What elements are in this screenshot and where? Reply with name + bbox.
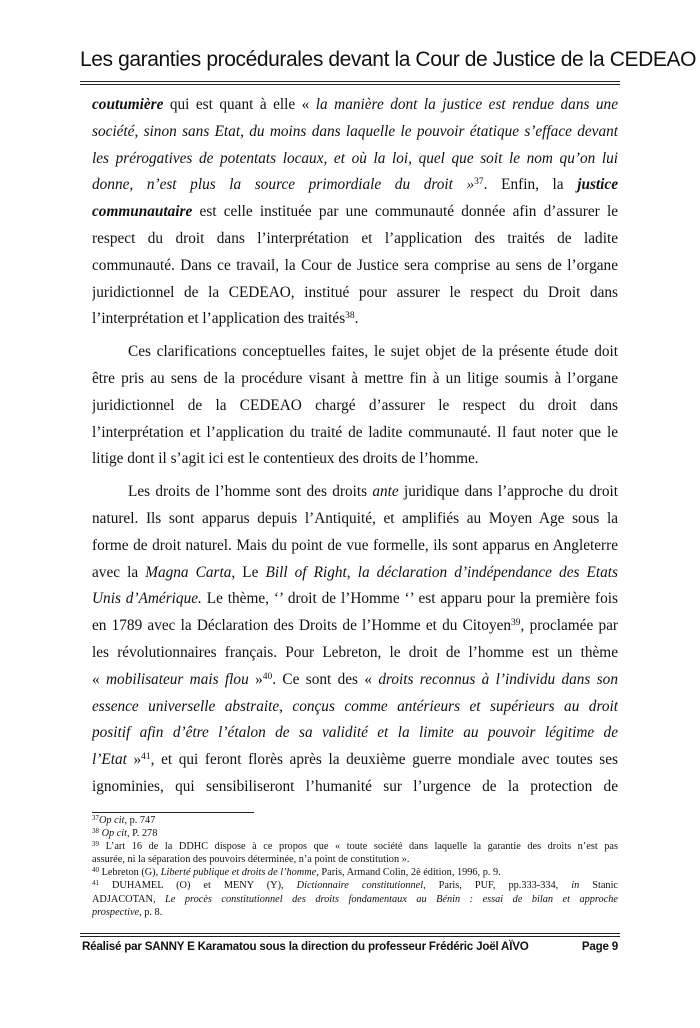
paragraph-line — [92, 586, 618, 613]
text-run: , Le — [231, 563, 266, 581]
paragraph-line — [92, 694, 618, 721]
text-run: ignominies, qui sensibiliseront l’humanité sur l’urgence de la protection de — [92, 777, 618, 795]
text-run: assurée, ni la séparation des pouvoirs déterminée, n’a point de constitution ». — [92, 854, 410, 866]
text-run: coutumière — [92, 96, 164, 113]
paragraph-line — [92, 420, 618, 447]
text-run: ante — [372, 483, 399, 501]
page-number: Page 9 — [581, 940, 618, 953]
paragraph-line — [92, 640, 618, 667]
footer-rule — [80, 933, 620, 937]
footnote-line — [92, 827, 618, 840]
text-run: , Paris, Armand Colin, 2è édition, 1996, p. 9. — [316, 867, 501, 879]
paragraph-line — [92, 393, 618, 420]
text-run: juridique dans l’approche du droit — [398, 483, 618, 501]
text-run: Le procès constitutionnel des droits fondamentaux au Bénin : essai de bilan et approche — [165, 893, 618, 905]
text-run: Unis d’Amérique. — [92, 590, 202, 608]
text-run: naturel. Ils sont apparus depuis l’Antiquité, et amplifiés au Moyen Age sous la — [92, 509, 618, 527]
paragraph-line — [92, 667, 618, 694]
paragraph-line — [92, 774, 618, 801]
text-run: positif afin d’être l’étalon de sa validité et la limite au pouvoir légitime de — [92, 724, 618, 742]
text-run: litige dont il s’agit ici est le contentieux des droits de l’homme. — [92, 450, 479, 468]
text-run: les révolutionnaires français. Pour Lebreton, le droit de l’homme est un thème — [92, 643, 618, 661]
footnote-ref: 37 — [474, 177, 484, 188]
text-run: , P. 278 — [127, 828, 158, 840]
paragraph-line — [92, 172, 618, 199]
text-run: est celle instituée par une communauté donnée afin d’assurer le — [192, 203, 618, 221]
footnote-line — [92, 906, 618, 919]
text-run: » — [248, 670, 263, 688]
text-run: Dictionnaire constitutionnel — [296, 880, 424, 892]
text-run: Magna Carta — [145, 563, 232, 581]
footnote-line — [92, 814, 618, 827]
paragraph-line — [92, 92, 618, 119]
text-run: , p. 8. — [139, 906, 163, 918]
text-run: mobilisateur mais flou — [106, 670, 249, 688]
footnote-ref: 38 — [345, 311, 355, 322]
text-run: les prérogatives de potentats locaux, et où la loi, quel que soit le nom qu’on lui — [92, 149, 618, 167]
text-run: essence universelle abstraite, conçus comme antérieurs et supérieurs au droit — [92, 697, 618, 715]
text-run: , p. 747 — [124, 815, 156, 826]
paragraph-line — [92, 720, 618, 747]
footnote-line — [92, 879, 618, 892]
text-run: , et qui feront florès après la deuxième guerre mondiale avec toutes ses — [150, 751, 618, 769]
footnote-ref: 40 — [262, 671, 273, 682]
paragraph-line — [92, 119, 618, 146]
paragraph-line — [92, 339, 618, 366]
text-run: l’interprétation et l’application des traités — [92, 310, 346, 328]
text-run: justice — [577, 176, 618, 194]
paragraph-line — [92, 506, 618, 533]
text-run: L’art 16 de la DDHC dispose à ce propos que « toute société dans laquelle la garantie des droits n’est pas — [99, 841, 618, 853]
text-run: société, sinon sans Etat, du moins dans laquelle le pouvoir étatique s’efface devant — [92, 122, 618, 140]
paragraph-line — [92, 479, 618, 506]
text-run: juridictionnel de la CEDEAO, institué pour assurer le respect du Droit dans — [92, 283, 618, 301]
footnote-separator — [92, 812, 254, 813]
text-run: . — [354, 310, 359, 328]
paragraph-line — [92, 366, 618, 393]
text-run: Ces clarifications conceptuelles faites, le sujet objet de la présente étude doit — [128, 343, 618, 361]
paragraph-line — [92, 613, 618, 640]
text-run: donne, n’est plus la source primordiale du droit » — [92, 176, 475, 194]
paragraph-line — [92, 253, 618, 280]
text-run: Les droits de l’homme sont des droits — [128, 483, 373, 501]
text-run: être pris au sens de la procédure visant à mettre fin à un litige soumis à l’organe — [92, 369, 618, 387]
paragraph-line — [92, 747, 618, 774]
text-run: Stanic — [579, 880, 618, 892]
paragraph-line — [92, 199, 618, 226]
text-run: Bill of Right, la déclaration d’indépendance des Etats — [265, 563, 618, 581]
text-run: DUHAMEL (O) et MENY (Y), — [99, 880, 297, 892]
footnote-ref: 38 — [92, 827, 99, 836]
footnote-line — [92, 866, 618, 879]
text-run: in — [571, 880, 580, 892]
text-run: communauté. Dans ce travail, la Cour de Justice sera comprise au sens de l’organe — [92, 256, 618, 274]
footnote-ref: 39 — [511, 618, 521, 629]
text-run: , proclamée par — [520, 617, 618, 635]
footnote-ref: 37 — [92, 814, 99, 822]
text-run: ADJACOTAN, — [92, 893, 166, 905]
header-rule — [80, 81, 620, 85]
footnote-line — [92, 893, 618, 906]
text-run: qui est quant à elle « — [163, 96, 316, 113]
paragraph-line — [92, 560, 618, 587]
text-run: avec la — [92, 563, 146, 581]
text-run: Op cit — [101, 828, 128, 840]
footnote-ref: 41 — [141, 752, 151, 763]
footnote-line — [92, 840, 618, 853]
text-run: Lebreton (G), — [99, 867, 161, 879]
text-run: Liberté publique et droits de l’homme — [160, 867, 317, 879]
text-run: forme de droit naturel. Mais du point de vue formelle, ils sont apparus en Angleterre — [92, 536, 618, 554]
paragraph-line — [92, 280, 618, 307]
text-run: droits reconnus à l’individu dans son — [378, 670, 618, 688]
text-run: la manière dont la justice est rendue dans une — [315, 96, 618, 113]
page-header-title: Les garanties procédurales devant la Cour de Justice de la CEDEAO — [80, 48, 697, 71]
text-run: . Ce sont des « — [272, 670, 379, 688]
footnote-ref: 41 — [92, 879, 99, 888]
text-run: l’interprétation et l’application du traité de ladite communauté. Il faut noter que le — [92, 423, 618, 441]
paragraph-line — [92, 533, 618, 560]
text-run: communautaire — [92, 203, 193, 221]
text-run: , Paris, PUF, pp.333-334, — [423, 880, 572, 892]
footer-author: Réalisé par SANNY E Karamatou sous la direction du professeur Frédéric Joël AÏVO — [82, 940, 529, 953]
footnote-ref: 40 — [92, 866, 99, 875]
paragraph-line — [92, 306, 618, 333]
text-run: respect du droit dans l’interprétation et l’application des traités de ladite — [92, 229, 618, 247]
text-run: Op cit — [99, 815, 125, 826]
text-run: » — [126, 751, 142, 769]
body-text — [92, 92, 618, 801]
text-run: en 1789 avec la Déclaration des Droits de l’Homme et du Citoyen — [92, 617, 512, 635]
footnote-ref: 39 — [92, 840, 99, 849]
paragraph-line — [92, 226, 618, 253]
text-run: Le thème, ‘’ droit de l’Homme ‘’ est apparu pour la première fois — [201, 590, 618, 608]
paragraph-line — [92, 446, 618, 473]
text-run: . Enfin, la — [483, 176, 578, 194]
text-run: prospective — [92, 906, 140, 918]
footnotes — [92, 814, 618, 919]
paragraph-line — [92, 146, 618, 173]
text-run: l’Etat — [92, 751, 127, 769]
text-run: juridictionnel de la CEDEAO chargé d’assurer le respect du droit dans — [92, 396, 618, 414]
text-run: « — [92, 670, 106, 688]
footnote-line — [92, 853, 618, 866]
